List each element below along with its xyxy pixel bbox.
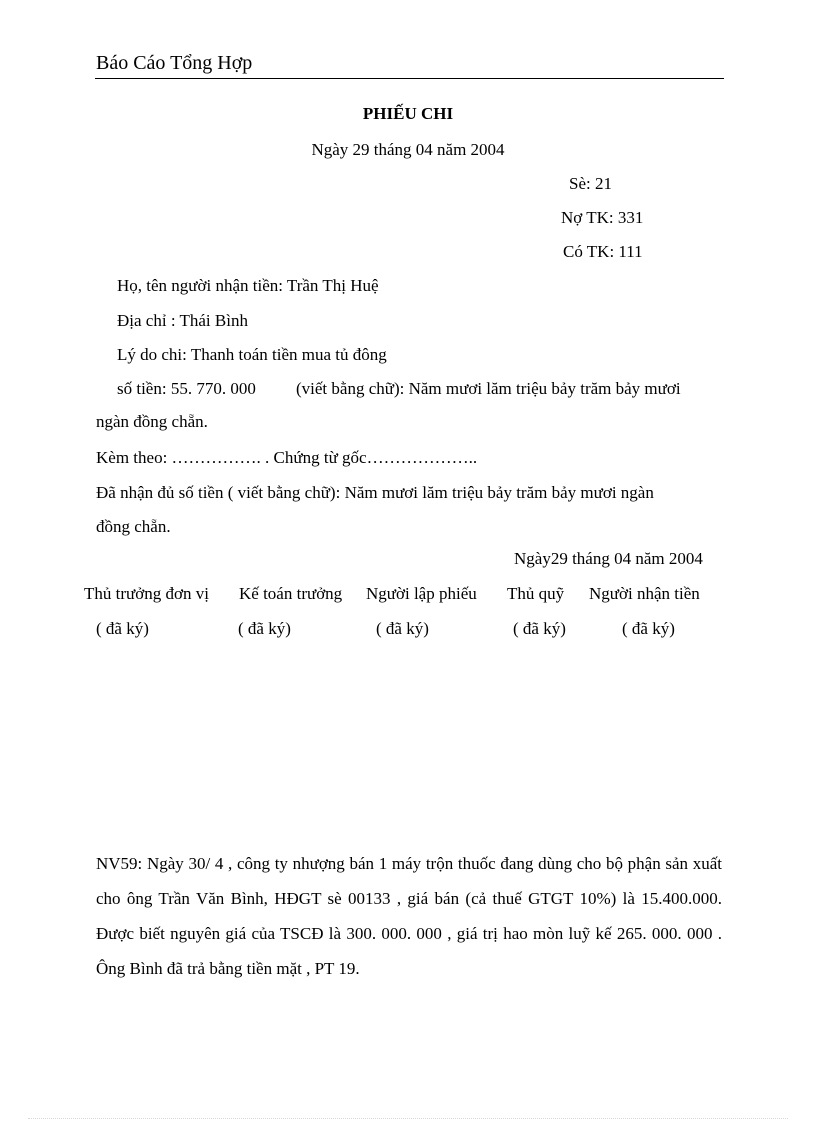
transaction-paragraph: NV59: Ngày 30/ 4 , công ty nhượng bán 1 máy trộn thuốc đang dùng cho bộ phận sản xuất cho ông Trần Văn Bình, HĐGT sè 00133 , giá bán (cả thuế GTGT 10%) là 15.400.000. Được biết nguyên giá của TSCĐ là 300. 000. 000 , giá trị hao mòn luỹ kế 265. 000. 000 . Ông Bình đã trả bằng tiền mặt , PT 19. [96, 854, 722, 978]
received-amount-continued: đồng chẵn. [96, 517, 171, 536]
amount-words-continued: ngàn đồng chẵn. [96, 412, 208, 431]
signature-date: Ngày29 tháng 04 năm 2004 [514, 549, 703, 568]
header-title: Báo Cáo Tổng Hợp [96, 52, 253, 74]
signature-role: Thủ quỹ [507, 584, 565, 603]
voucher-title: PHIẾU CHI [362, 104, 454, 123]
signature-status: ( đã ký) [238, 619, 291, 638]
reason-line: Lý do chi: Thanh toán tiền mua tủ đông [117, 345, 387, 364]
voucher-date: Ngày 29 tháng 04 năm 2004 [311, 140, 505, 159]
signature-status: ( đã ký) [96, 619, 149, 638]
attached-documents: Kèm theo: ……………. . Chứng từ gốc……………….. [96, 448, 478, 467]
signature-status: ( đã ký) [376, 619, 429, 638]
signature-role: Người nhận tiền [589, 584, 700, 603]
recipient-line: Họ, tên người nhận tiền: Trần Thị Huệ [117, 276, 379, 295]
signature-status: ( đã ký) [513, 619, 566, 638]
signature-status: ( đã ký) [622, 619, 675, 638]
amount-figure: số tiền: 55. 770. 000 [117, 379, 256, 398]
received-amount: Đã nhận đủ số tiền ( viết bằng chữ): Năm mươi lăm triệu bảy trăm bảy mươi ngàn [96, 483, 654, 502]
signature-role: Kế toán trưởng [239, 584, 343, 603]
debit-account: Nợ TK: 331 [561, 208, 644, 227]
voucher-number: Sè: 21 [569, 174, 612, 193]
credit-account: Có TK: 111 [563, 242, 643, 261]
signature-role: Người lập phiếu [366, 584, 477, 603]
page-bottom-edge [28, 1118, 788, 1119]
signature-role: Thủ trưởng đơn vị [84, 584, 209, 603]
amount-words: (viết bằng chữ): Năm mươi lăm triệu bảy trăm bảy mươi [296, 379, 681, 398]
address-line: Địa chỉ : Thái Bình [117, 311, 248, 330]
header-divider [95, 78, 724, 79]
